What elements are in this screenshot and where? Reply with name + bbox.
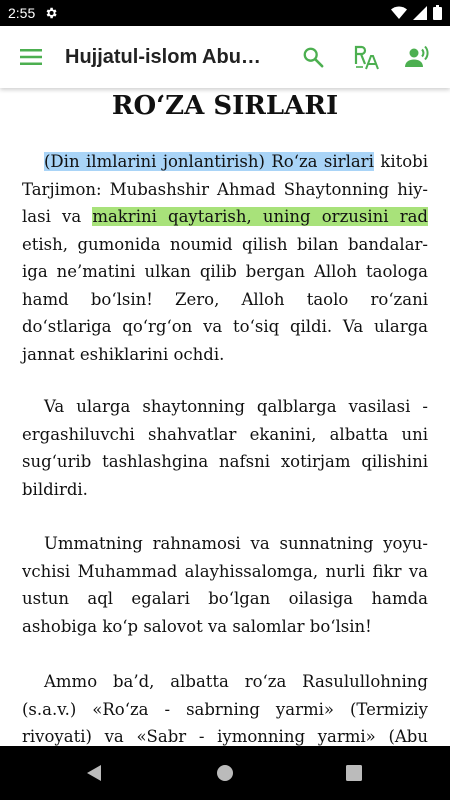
text-to-speech-icon[interactable] — [403, 42, 433, 72]
text-line: etish, gumonida noumid qilish bilan bandalar- — [22, 234, 428, 254]
search-icon[interactable] — [298, 42, 328, 72]
text-line: ergashiluvchi shahvatlar ekanini, albatta uni — [22, 424, 428, 444]
blue-highlight[interactable]: (Din ilmlarini jonlantirish) Ro‘za sirlari — [44, 152, 374, 171]
wifi-icon — [391, 5, 407, 24]
status-bar — [0, 0, 450, 26]
status-time: 2:55 — [8, 5, 36, 21]
text-line: Va ularga shaytonning qalblarga vasilasi - — [44, 397, 428, 416]
green-highlight[interactable]: makrini qaytarish, uning orzusini rad — [92, 207, 428, 226]
text-line: lasi va makrini qaytarish, uning orzusini rad — [22, 207, 428, 226]
settings-gear-icon — [44, 6, 58, 20]
paragraph-2 — [22, 393, 428, 503]
chapter-heading: RO‘ZA SIRLARI — [111, 91, 339, 121]
text-line: ustun aql egalari bo‘lgan oilasiga hamda — [22, 589, 428, 608]
reader-content[interactable] — [0, 88, 450, 746]
paragraph-3 — [22, 530, 428, 640]
text-line: jannat eshiklarini ochdi. — [22, 344, 225, 364]
text-line: do‘stlariga qo‘rg‘on va to‘siq qildi. Va ularga — [22, 317, 428, 336]
recents-square-icon[interactable] — [339, 759, 369, 787]
battery-icon — [433, 5, 442, 24]
home-circle-icon[interactable] — [210, 759, 240, 787]
app-toolbar — [0, 26, 450, 88]
paragraph-1 — [22, 148, 428, 368]
text-line: hamd bo‘lsin! Zero, Alloh taolo ro‘zani — [22, 289, 428, 309]
cell-signal-icon — [413, 5, 427, 24]
system-navigation-bar — [0, 746, 450, 800]
text-line: rivoyati) va «Sabr - iymonning yarmi» (Abu — [22, 727, 428, 746]
text-size-icon[interactable] — [351, 42, 381, 72]
text-line: (s.a.v.) «Ro‘za - sabrning yarmi» (Termiziy — [22, 699, 428, 719]
text-line: Ammo ba’d, albatta ro‘za Rasulullohning — [44, 672, 428, 691]
text-line: vchisi Muhammad alayhissalomga, nurli fikr va — [22, 561, 428, 581]
text-line: sug‘urib tashlashgina nafsni xotirjam qilishini — [22, 452, 428, 471]
text-line: ashobiga ko‘p salovot va salomlar bo‘lsin! — [22, 616, 372, 636]
text-line: Tarjimon: Mubashshir Ahmad Shaytonning hiy- — [22, 179, 428, 199]
hamburger-menu-icon[interactable] — [16, 42, 46, 72]
text-line: Ummatning rahnamosi va sunnatning yoyu- — [44, 534, 428, 553]
back-triangle-icon[interactable] — [79, 759, 109, 787]
paragraph-4 — [22, 668, 428, 746]
text-line: bildirdi. — [22, 479, 88, 499]
text-line: (Din ilmlarini jonlantirish) Ro‘za sirlari kitobi — [44, 152, 428, 171]
page-title: Hujjatul-islom Abu… — [65, 45, 261, 68]
text-line: iga ne’matini ulkan qilib bergan Alloh taologa — [22, 262, 428, 281]
